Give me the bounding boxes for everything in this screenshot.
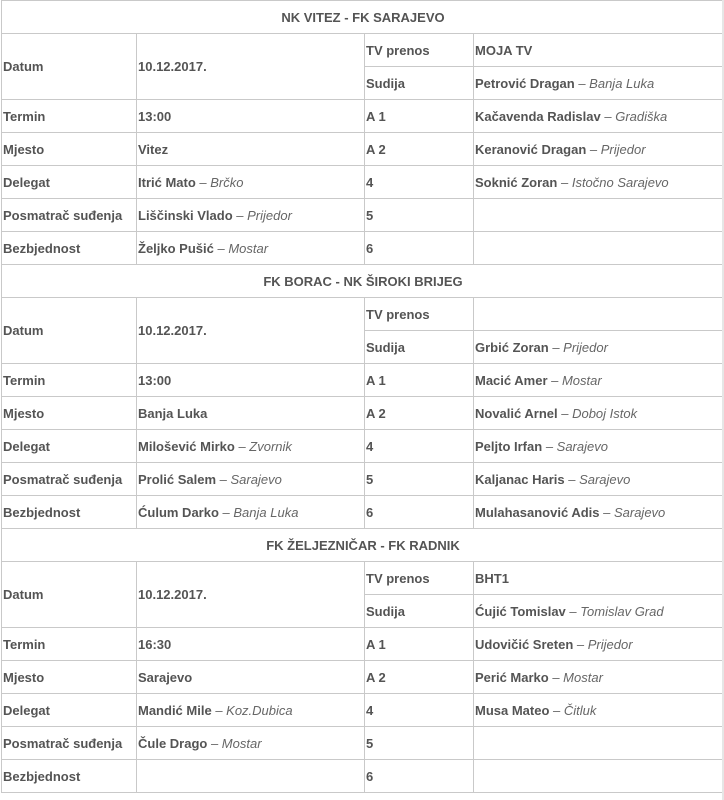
value-tv: BHT1 [474,562,724,595]
table-row [2,430,724,463]
value-official-5 [474,727,724,760]
value-datum: 10.12.2017. [137,562,365,628]
value-official-5 [474,199,724,232]
table-row [2,364,724,397]
person-name: Ćulum Darko [138,504,219,520]
label-datum: Datum [2,298,137,364]
match-title: FK BORAC - NK ŠIROKI BRIJEG [2,265,724,298]
value-delegat [137,430,365,463]
value-official-4 [474,166,724,199]
value-delegat [137,694,365,727]
match-schedule-table [1,0,724,793]
person-city: – Doboj Istok [561,405,638,421]
label-posmatrac: Posmatrač suđenja [2,727,137,760]
person-city: – Banja Luka [222,504,299,520]
value-bezbjednost [137,232,365,265]
person-city: – Mostar [552,669,603,685]
label-a2: A 2 [365,397,474,430]
person-city: – Zvornik [238,438,292,454]
table-row [2,34,724,67]
person-name: Udovičić Sreten [475,636,574,652]
value-datum: 10.12.2017. [137,34,365,100]
person-city: – Mostar [551,372,602,388]
table-row [2,760,724,793]
person-name: Peljto Irfan [475,438,543,454]
label-official-5: 5 [365,727,474,760]
person-city: – Prijedor [576,636,633,652]
value-posmatrac [137,199,365,232]
value-delegat [137,166,365,199]
label-sudija: Sudija [365,67,474,100]
label-termin: Termin [2,100,137,133]
value-tv [474,298,724,331]
label-datum: Datum [2,562,137,628]
label-official-5: 5 [365,199,474,232]
person-city: – Tomislav Grad [569,603,664,619]
match-title-row [2,529,724,562]
value-sudija [474,331,724,364]
person-city: – Prijedor [236,207,292,223]
value-official-5 [474,463,724,496]
label-posmatrac: Posmatrač suđenja [2,463,137,496]
label-mjesto: Mjesto [2,397,137,430]
label-bezbjednost: Bezbjednost [2,232,137,265]
label-tv: TV prenos [365,298,474,331]
value-mjesto: Banja Luka [137,397,365,430]
value-official-4 [474,694,724,727]
value-bezbjednost [137,496,365,529]
person-city: – Istočno Sarajevo [560,174,669,190]
value-mjesto: Sarajevo [137,661,365,694]
person-name: Macić Amer [475,372,548,388]
label-mjesto: Mjesto [2,133,137,166]
match-title-row [2,1,724,34]
person-city: – Brčko [199,174,244,190]
table-row [2,463,724,496]
label-official-6: 6 [365,760,474,793]
person-name: Novalić Arnel [475,405,558,421]
table-row [2,133,724,166]
label-a1: A 1 [365,628,474,661]
value-sudija [474,67,724,100]
table-row [2,562,724,595]
person-name: Soknić Zoran [475,174,558,190]
label-delegat: Delegat [2,166,137,199]
person-city: – Gradiška [604,108,668,124]
label-a2: A 2 [365,661,474,694]
person-city: – Čitluk [553,702,597,718]
person-name: Čule Drago [138,735,208,751]
label-tv: TV prenos [365,562,474,595]
person-city: – Sarajevo [603,504,666,520]
person-city: – Sarajevo [568,471,631,487]
label-a1: A 1 [365,364,474,397]
table-row [2,496,724,529]
table-row [2,166,724,199]
label-sudija: Sudija [365,331,474,364]
person-name: Liščinski Vlado [138,207,233,223]
value-posmatrac [137,463,365,496]
label-sudija: Sudija [365,595,474,628]
label-official-6: 6 [365,232,474,265]
table-row [2,727,724,760]
value-mjesto: Vitez [137,133,365,166]
person-name: Mulahasanović Adis [475,504,600,520]
value-a2 [474,661,724,694]
label-a2: A 2 [365,133,474,166]
label-posmatrac: Posmatrač suđenja [2,199,137,232]
value-tv: MOJA TV [474,34,724,67]
value-termin: 16:30 [137,628,365,661]
value-official-4 [474,430,724,463]
value-official-6 [474,496,724,529]
value-bezbjednost [137,760,365,793]
value-a1 [474,364,724,397]
person-name: Prolić Salem [138,471,217,487]
value-datum: 10.12.2017. [137,298,365,364]
person-name: Itrić Mato [138,174,196,190]
table-row [2,661,724,694]
match-title: NK VITEZ - FK SARAJEVO [2,1,724,34]
table-row [2,232,724,265]
person-city: – Prijedor [552,339,608,355]
label-official-6: 6 [365,496,474,529]
label-termin: Termin [2,364,137,397]
person-city: – Sarajevo [545,438,608,454]
value-termin: 13:00 [137,364,365,397]
person-name: Grbić Zoran [475,339,549,355]
match-title: FK ŽELJEZNIČAR - FK RADNIK [2,529,724,562]
match-title-row [2,265,724,298]
value-a1 [474,100,724,133]
person-city: – Mostar [210,735,262,751]
value-sudija [474,595,724,628]
person-city: – Mostar [217,240,269,256]
label-tv: TV prenos [365,34,474,67]
label-bezbjednost: Bezbjednost [2,496,137,529]
schedule-body [2,1,724,793]
label-delegat: Delegat [2,430,137,463]
table-row [2,199,724,232]
label-official-4: 4 [365,430,474,463]
person-name: Petrović Dragan [475,75,575,91]
person-city: – Prijedor [589,141,646,157]
value-official-6 [474,232,724,265]
person-name: Milošević Mirko [138,438,235,454]
label-bezbjednost: Bezbjednost [2,760,137,793]
label-official-4: 4 [365,166,474,199]
person-name: Perić Marko [475,669,549,685]
value-a1 [474,628,724,661]
person-name: Kačavenda Radislav [475,108,601,124]
label-official-4: 4 [365,694,474,727]
person-name: Kaljanac Haris [475,471,565,487]
label-a1: A 1 [365,100,474,133]
table-row [2,694,724,727]
person-name: Musa Mateo [475,702,550,718]
table-row [2,397,724,430]
person-city: – Banja Luka [578,75,655,91]
value-posmatrac [137,727,365,760]
value-a2 [474,133,724,166]
person-name: Keranović Dragan [475,141,587,157]
value-official-6 [474,760,724,793]
value-termin: 13:00 [137,100,365,133]
label-datum: Datum [2,34,137,100]
person-city: – Sarajevo [219,471,282,487]
table-row [2,628,724,661]
label-official-5: 5 [365,463,474,496]
table-row [2,298,724,331]
person-name: Ćujić Tomislav [475,603,566,619]
table-row [2,100,724,133]
person-name: Željko Pušić [138,240,214,256]
label-termin: Termin [2,628,137,661]
value-a2 [474,397,724,430]
label-mjesto: Mjesto [2,661,137,694]
person-name: Mandić Mile [138,702,212,718]
label-delegat: Delegat [2,694,137,727]
person-city: – Koz.Dubica [215,702,293,718]
